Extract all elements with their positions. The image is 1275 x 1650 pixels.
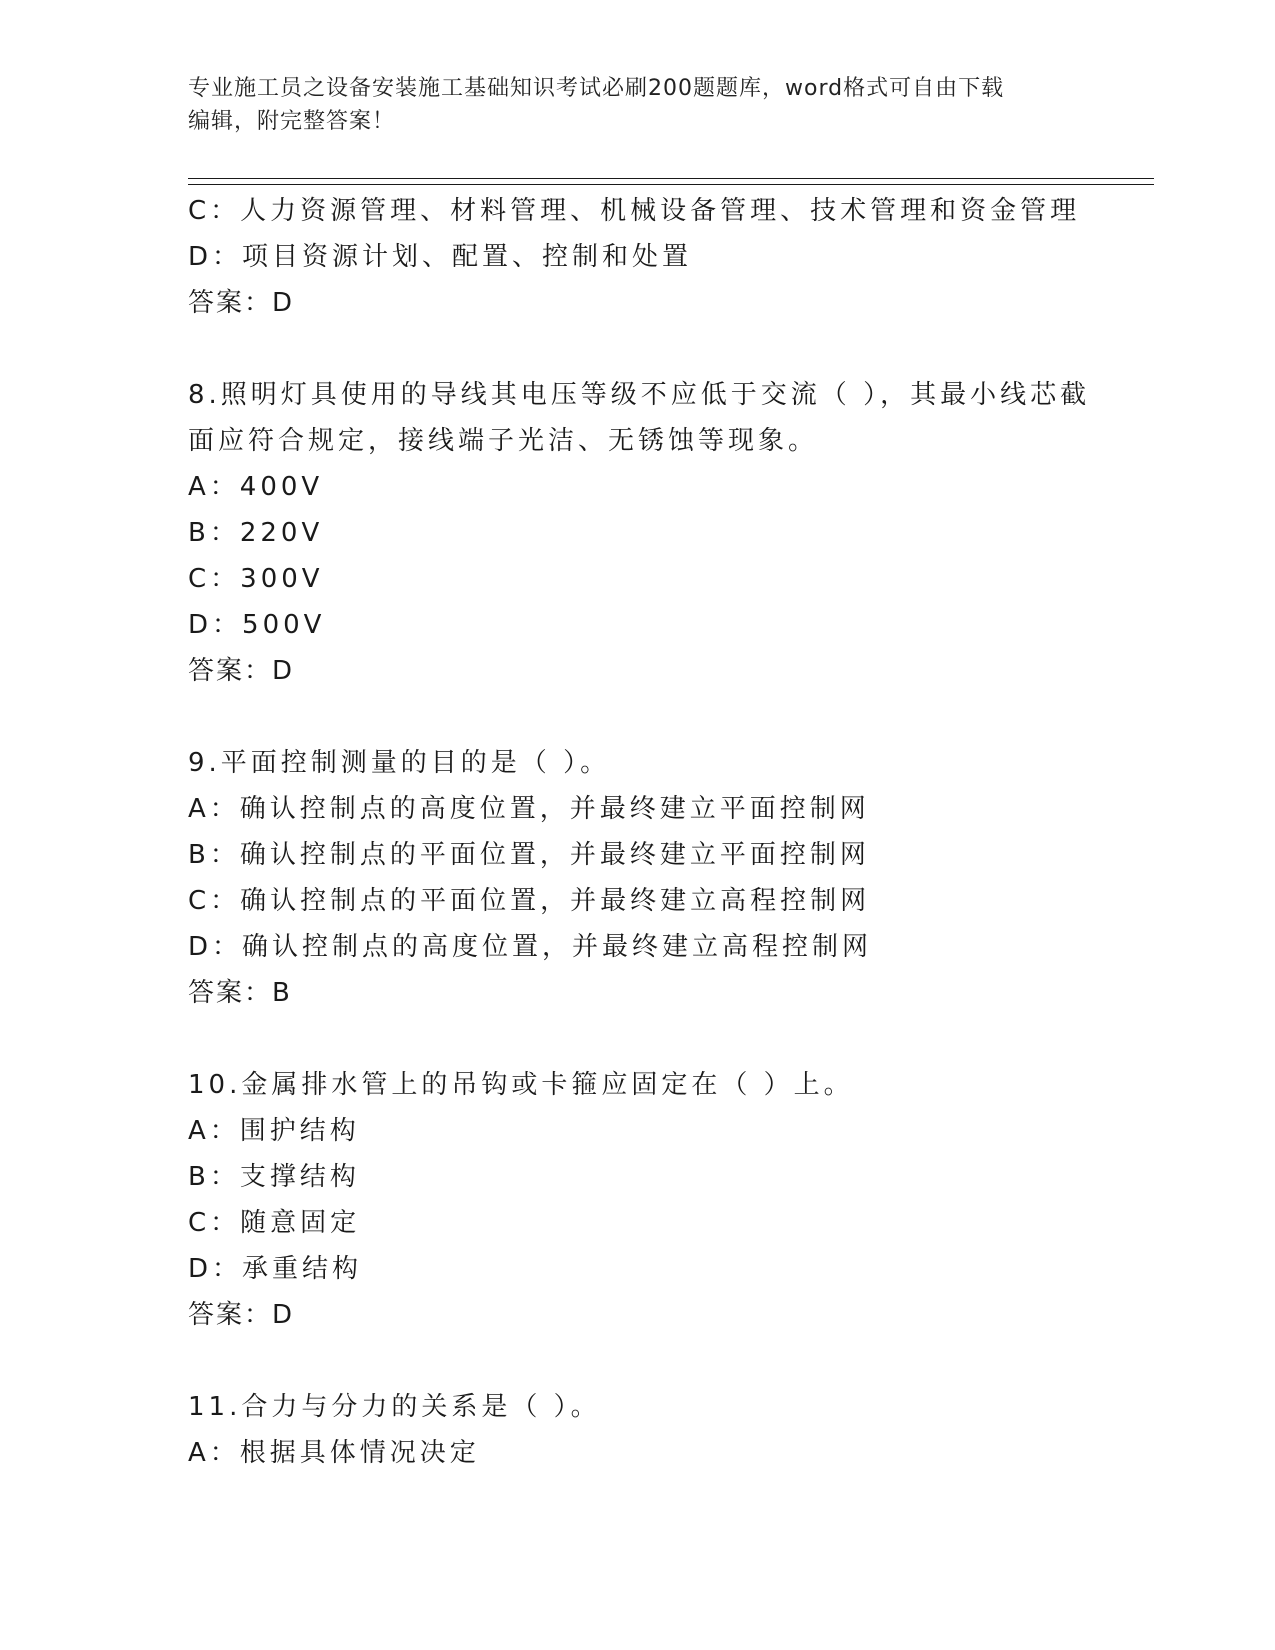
- option-d: D：确认控制点的高度位置，并最终建立高程控制网: [188, 932, 873, 962]
- header-line-1: 专业施工员之设备安装施工基础知识考试必刷200题题库，word格式可自由下载: [188, 76, 1005, 101]
- question-block-10: [188, 1062, 1154, 1338]
- answer-line: 答案：B: [188, 978, 292, 1008]
- question-block-9: [188, 740, 1154, 1016]
- option-a: A：400V: [188, 472, 324, 502]
- option-d: D：500V: [188, 610, 326, 640]
- option-a: A：确认控制点的高度位置，并最终建立平面控制网: [188, 794, 870, 824]
- question-text: 11.合力与分力的关系是（ ）。: [188, 1392, 601, 1422]
- question-text: 10.金属排水管上的吊钩或卡箍应固定在（ ）上。: [188, 1070, 854, 1100]
- option-a: A：根据具体情况决定: [188, 1438, 480, 1468]
- option-b: B：确认控制点的平面位置，并最终建立平面控制网: [188, 840, 870, 870]
- question-text-line-1: 8.照明灯具使用的导线其电压等级不应低于交流（ ），其最小线芯截: [188, 380, 1091, 410]
- document-header: [188, 72, 1088, 138]
- option-c: C：人力资源管理、材料管理、机械设备管理、技术管理和资金管理: [188, 196, 1081, 226]
- block-spacer: [188, 1338, 1154, 1384]
- option-c: C：随意固定: [188, 1208, 361, 1238]
- block-spacer: [188, 694, 1154, 740]
- question-block-8: [188, 372, 1154, 694]
- option-a: A：围护结构: [188, 1116, 360, 1146]
- question-list: [188, 188, 1154, 1476]
- block-spacer: [188, 326, 1154, 372]
- question-text-line-2: 面应符合规定，接线端子光洁、无锈蚀等现象。: [188, 426, 819, 456]
- answer-line: 答案：D: [188, 1300, 295, 1330]
- option-b: B：支撑结构: [188, 1162, 360, 1192]
- option-b: B：220V: [188, 518, 324, 548]
- block-spacer: [188, 1016, 1154, 1062]
- option-d: D：承重结构: [188, 1254, 363, 1284]
- answer-line: 答案：D: [188, 656, 295, 686]
- header-divider-bottom: [188, 184, 1154, 185]
- header-line-2: 编辑，附完整答案！: [188, 109, 396, 134]
- question-block-11: [188, 1384, 1154, 1476]
- option-c: C：确认控制点的平面位置，并最终建立高程控制网: [188, 886, 871, 916]
- option-d: D：项目资源计划、配置、控制和处置: [188, 242, 693, 272]
- header-divider-top: [188, 178, 1154, 179]
- question-block-prev: [188, 188, 1154, 326]
- answer-line: 答案：D: [188, 288, 295, 318]
- option-c: C：300V: [188, 564, 324, 594]
- question-text: 9.平面控制测量的目的是（ ）。: [188, 748, 611, 778]
